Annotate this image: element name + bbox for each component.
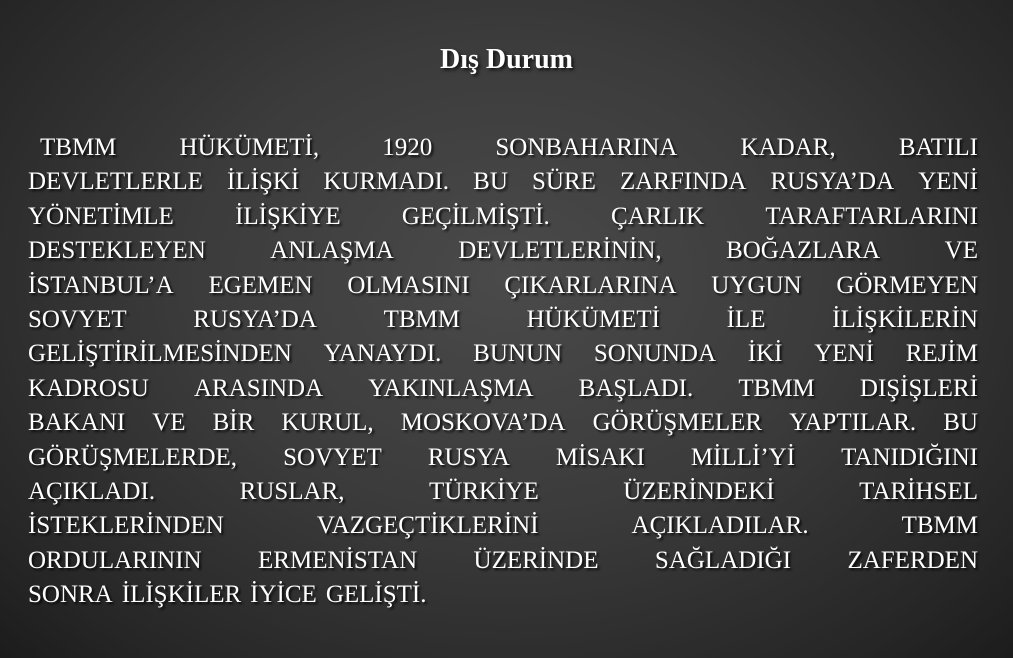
body-word: TÜRKİYE [429, 477, 539, 505]
body-word: GÖRÜŞMELERDE, [28, 443, 238, 471]
body-line [28, 337, 978, 371]
body-word: REJİM [905, 340, 978, 368]
body-word: RUSYA’DA [193, 305, 317, 333]
body-word: TARAFTARLARINI [765, 202, 978, 230]
body-word: OLMASINI [347, 271, 470, 299]
body-word: SONUNDA [593, 340, 717, 368]
body-word: İLİŞKİYE [235, 202, 341, 230]
body-word: YÖNETİMLE [28, 202, 174, 230]
body-word: ÜZERİNDEKİ [623, 477, 775, 505]
body-word: GÖRÜŞMELER [592, 409, 763, 437]
body-word: SONBAHARINA [495, 134, 678, 161]
body-word: GELİŞTİRİLMESİNDEN [28, 340, 292, 368]
body-word: TBMM [738, 374, 815, 402]
body-word: RUSYA [427, 443, 510, 471]
body-word: AÇIKLADI. [28, 477, 156, 505]
body-line [28, 372, 978, 406]
body-word: DIŞİŞLERİ [859, 374, 978, 402]
body-line [28, 441, 978, 475]
body-word: TANIDIĞINI [841, 443, 978, 471]
body-word: KADROSU [28, 374, 149, 402]
body-word: RUSYA’DA [770, 168, 895, 196]
body-word: KURUL, [281, 409, 374, 437]
body-word: İYİCE [250, 581, 317, 609]
slide-title: Dış Durum [439, 44, 573, 75]
body-word: BU [473, 168, 508, 196]
body-word: YAKINLAŞMA [368, 374, 534, 402]
body-word: BAKANI [28, 409, 126, 437]
body-word: VE [944, 237, 978, 265]
body-line [28, 303, 978, 337]
body-word: SAĞLADIĞI [654, 546, 792, 574]
body-word: UYGUN [711, 271, 802, 299]
body-word: İLİŞKİ [227, 168, 300, 196]
body-word: KURMADI. [323, 168, 450, 196]
body-line [28, 544, 978, 578]
body-word: AÇIKLADILAR. [631, 512, 809, 540]
body-word: BAŞLADI. [578, 374, 694, 402]
body-word: ANLAŞMA [270, 237, 394, 265]
body-word: BOĞAZLARA [726, 237, 881, 265]
body-line [28, 165, 978, 199]
slide-body-text [28, 131, 978, 612]
body-word: ARASINDA [193, 374, 324, 402]
body-word: HÜKÜMETİ [526, 305, 660, 333]
body-word: ERMENİSTAN [258, 546, 418, 574]
body-word: BU [943, 409, 978, 437]
body-word: ORDULARININ [28, 546, 202, 574]
body-word: MİSAKI [555, 443, 645, 471]
body-word: ZARFINDA [619, 168, 747, 196]
body-word: YAPTILAR. [789, 409, 917, 437]
body-word: VAZGEÇTİKLERİNİ [316, 512, 539, 540]
body-word: İKİ [747, 340, 783, 368]
body-word: DEVLETLERİNİN, [458, 237, 662, 265]
body-line [28, 234, 978, 268]
body-line [28, 475, 978, 509]
body-line [28, 406, 978, 440]
body-word: TBMM [901, 512, 978, 540]
body-word: GÖRMEYEN [836, 271, 978, 299]
body-line [28, 200, 978, 234]
body-word: YANAYDI. [323, 340, 442, 368]
body-word: SOVYET [283, 443, 382, 471]
body-word: ÇARLIK [611, 202, 705, 230]
body-word: DESTEKLEYEN [28, 237, 206, 265]
body-word: SOVYET [28, 305, 127, 333]
body-word: TBMM [383, 305, 460, 333]
body-word: İLE [726, 305, 766, 333]
body-word: BUNUN [473, 340, 563, 368]
body-word: MİLLİ’Yİ [690, 443, 796, 471]
body-line [28, 509, 978, 543]
body-word: İLİŞKİLER [121, 581, 242, 609]
body-line [28, 131, 978, 165]
body-word: GELİŞTİ. [325, 581, 427, 609]
body-word: 1920 [382, 134, 433, 161]
body-word: ÜZERİNDE [473, 546, 599, 574]
body-word: YENİ [918, 168, 978, 196]
body-line [28, 269, 978, 303]
body-word: RUSLAR, [239, 477, 345, 505]
body-word: SONRA [28, 581, 113, 609]
body-word: İLİŞKİLERİN [832, 305, 978, 333]
body-line [28, 578, 978, 612]
body-word: İSTANBUL’A [28, 271, 174, 299]
body-word: KADAR, [740, 134, 836, 161]
body-word: BATILI [898, 134, 978, 161]
body-word: İSTEKLERİNDEN [28, 512, 224, 540]
body-word: DEVLETLERLE [28, 168, 203, 196]
body-word: MOSKOVA’DA [400, 409, 566, 437]
body-word: HÜKÜMETİ, [179, 134, 320, 161]
body-word: TARİHSEL [859, 477, 978, 505]
body-word: GEÇİLMİŞTİ. [401, 202, 550, 230]
body-word: BİR [212, 409, 255, 437]
body-word: YENİ [814, 340, 874, 368]
body-word: VE [152, 409, 186, 437]
body-word: ÇIKARLARINA [504, 271, 677, 299]
body-word: SÜRE [531, 168, 596, 196]
body-word: TBMM [40, 134, 117, 161]
body-word: EGEMEN [208, 271, 313, 299]
body-word: ZAFERDEN [847, 546, 978, 574]
